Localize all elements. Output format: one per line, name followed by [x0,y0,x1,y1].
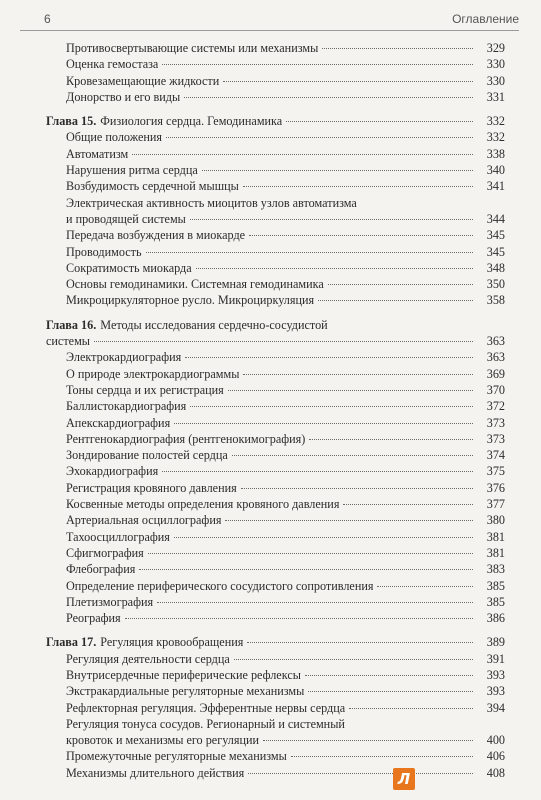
page-ref: 330 [486,57,505,72]
toc-entry[interactable] [46,716,505,732]
dot-leader [305,675,473,676]
dot-leader [349,708,473,709]
toc-entry[interactable] [46,276,505,292]
toc-entry-title: Сократимость миокарда [66,260,192,275]
toc-entry-title: Нарушения ритма сердца [66,163,198,178]
page-ref: 332 [486,114,505,129]
toc-entry-title: Электрокардиография [66,350,182,365]
page-ref: 381 [486,529,505,544]
toc-entry[interactable] [46,610,505,626]
dot-leader [377,586,473,587]
page-ref: 376 [486,480,505,495]
chapter-heading-line[interactable] [46,113,505,129]
dot-leader [125,618,473,619]
dot-leader [318,300,473,301]
toc-entry-title: Эхокардиография [66,464,159,479]
page-ref: 374 [486,448,505,463]
dot-leader [223,81,473,82]
toc-entry-title: Косвенные методы определения кровяного давления [66,497,340,512]
toc-entry[interactable] [46,765,505,781]
page-ref: 386 [486,611,505,626]
toc-entry[interactable] [46,211,505,227]
toc-entry[interactable] [46,447,505,463]
dot-leader [228,390,473,391]
page-ref: 375 [486,464,505,479]
dot-leader [309,439,473,440]
toc-entry[interactable] [46,349,505,365]
dot-leader [190,219,473,220]
chapter-title: Регуляция кровообращения [100,635,244,650]
section-gap [46,105,505,113]
toc-entry[interactable] [46,56,505,72]
dot-leader [243,186,473,187]
toc-entry[interactable] [46,683,505,699]
running-title: Оглавление [452,12,519,26]
dot-leader [174,423,473,424]
page-ref: 363 [486,334,505,349]
page-ref: 370 [486,382,505,397]
dot-leader [190,406,473,407]
toc-entry[interactable] [46,195,505,211]
toc-entry[interactable] [46,366,505,382]
page-ref: 393 [486,667,505,682]
chapter-label: Глава 15. [46,114,97,129]
toc-entry-title: Флебография [66,562,136,577]
toc-entry[interactable] [46,512,505,528]
toc-entry[interactable] [46,700,505,716]
page-ref: 345 [486,244,505,259]
toc-entry-title: кровоток и механизмы его регуляции [66,733,260,748]
toc-entry[interactable] [46,292,505,308]
chapter-label: Глава 17. [46,635,97,650]
toc-entry-title: Передача возбуждения в миокарде [66,228,246,243]
toc-entry-title: Оценка гемостаза [66,57,159,72]
toc-entry-title: и проводящей системы [66,211,186,226]
toc-entry-title: Рентгенокардиография (рентгенокимография) [66,431,306,446]
page-ref: 344 [486,211,505,226]
toc-entry-title: Противосвертывающие системы или механизмы [66,41,319,55]
chapter-heading-text [46,317,328,333]
page-ref: 358 [486,293,505,308]
dot-leader [162,471,473,472]
toc-entry-title: Регуляция тонуса сосудов. Регионарный и системный [66,716,345,731]
page-ref: 341 [486,179,505,194]
toc-entry-title: Плетизмография [66,594,154,609]
dot-leader [185,357,473,358]
chapter-heading-text [46,113,282,129]
dot-leader [132,154,473,155]
toc-entry-title: Тоны сердца и их регистрация [66,382,224,397]
page-ref: 338 [486,146,505,161]
dot-leader [202,170,473,171]
dot-leader [162,64,473,65]
toc-entry[interactable] [46,561,505,577]
toc-entry[interactable] [46,545,505,561]
toc-entry-title: Тахоосциллография [66,529,170,544]
dot-leader [322,48,473,49]
page-ref: 332 [486,130,505,145]
toc-entry[interactable] [46,496,505,512]
page-ref: 380 [486,513,505,528]
dot-leader [157,602,473,603]
toc-entry-title: Электрическая активность миоцитов узлов автоматизма [66,195,357,210]
dot-leader [243,374,473,375]
toc-entry-title: Общие положения [66,130,163,145]
chapter-heading-text [46,634,243,650]
toc-entry-title: Рефлекторная регуляция. Эфферентные нервы сердца [66,700,346,715]
dot-leader [148,553,473,554]
dot-leader [184,97,473,98]
dot-leader [343,504,473,505]
toc-entry-title: Автоматизм [66,146,129,161]
toc-entry[interactable] [46,260,505,276]
page-ref: 393 [486,684,505,699]
toc-entry[interactable] [46,578,505,594]
page-ref: 329 [486,41,505,55]
page-ref: 406 [486,749,505,764]
section-gap [46,309,505,317]
toc-entry[interactable] [46,732,505,748]
page-ref: 331 [486,89,505,104]
publisher-logo-icon [393,768,415,790]
page-ref: 345 [486,228,505,243]
chapter-title: системы [46,334,90,349]
dot-leader [249,235,473,236]
chapter-title: Физиология сердца. Гемодинамика [100,114,283,129]
dot-leader [94,341,473,342]
dot-leader [286,121,473,122]
toc-entry-title: Зондирование полостей сердца [66,448,228,463]
page-ref: 330 [486,73,505,88]
chapter-heading-line[interactable] [46,634,505,650]
dot-leader [263,740,473,741]
toc-entry[interactable] [46,431,505,447]
dot-leader [291,756,473,757]
dot-leader [225,520,473,521]
toc-entry[interactable] [46,73,505,89]
toc-entry[interactable] [46,89,505,105]
toc-entry[interactable] [46,227,505,243]
toc-entry-title: Определение периферического сосудистого сопротивления [66,578,374,593]
page-ref: 394 [486,700,505,715]
toc-entry-title: Механизмы длительного действия [66,765,245,780]
toc-entry-title: Внутрисердечные периферические рефлексы [66,667,301,682]
toc-entry-title: Микроциркуляторное русло. Микроциркуляция [66,293,315,308]
page-ref: 363 [486,350,505,365]
section-gap [46,626,505,634]
toc-entry[interactable] [46,146,505,162]
dot-leader [234,659,473,660]
toc-entry[interactable] [46,382,505,398]
dot-leader [196,268,473,269]
toc-entry-title: Проводимость [66,244,142,259]
page-ref: 372 [486,399,505,414]
chapter-label: Глава 16. [46,317,97,332]
toc-entry-title: Артериальная осциллография [66,513,222,528]
toc-entry[interactable] [46,162,505,178]
toc-entry[interactable] [46,529,505,545]
page-ref: 385 [486,594,505,609]
toc-entry-title: Кровезамещающие жидкости [66,73,220,88]
toc-entry[interactable] [46,748,505,764]
toc-entry-title: О природе электрокардиограммы [66,366,240,381]
dot-leader [232,455,473,456]
dot-leader [247,642,473,643]
page-ref: 373 [486,415,505,430]
toc-entry-title: Апекскардиография [66,415,171,430]
page-ref: 377 [486,497,505,512]
toc-entry-title: Промежуточные регуляторные механизмы [66,749,287,764]
page-ref: 373 [486,431,505,446]
dot-leader [328,284,473,285]
toc-entry-title: Баллистокардиография [66,399,187,414]
dot-leader [241,488,473,489]
chapter-heading-line[interactable] [46,317,505,333]
toc-entry-title: Сфигмография [66,545,144,560]
dot-leader [146,252,473,253]
toc-entry-title: Реография [66,611,121,626]
toc-entry[interactable] [46,463,505,479]
chapter-heading-line[interactable] [46,333,505,349]
dot-leader [248,773,473,774]
table-of-contents [46,40,505,781]
toc-entry-title: Регистрация кровяного давления [66,480,237,495]
dot-leader [166,137,473,138]
toc-entry-title: Экстракардиальные регуляторные механизмы [66,684,305,699]
page-ref: 400 [486,733,505,748]
toc-entry-title: Возбудимость сердечной мышцы [66,179,239,194]
page-ref: 381 [486,545,505,560]
toc-entry[interactable] [46,129,505,145]
page-number: 6 [44,12,51,26]
toc-entry-title: Основы гемодинамики. Системная гемодинамика [66,277,324,292]
chapter-title: Методы исследования сердечно-сосудистой [100,317,328,332]
toc-entry[interactable] [46,594,505,610]
toc-entry[interactable] [46,651,505,667]
toc-entry[interactable] [46,40,505,56]
running-header [20,8,519,31]
toc-entry[interactable] [46,398,505,414]
page-ref: 389 [486,635,505,650]
page-ref: 369 [486,366,505,381]
page-ref: 350 [486,277,505,292]
toc-entry-title: Регуляция деятельности сердца [66,651,230,666]
page-ref: 385 [486,578,505,593]
page-ref: 348 [486,260,505,275]
page-ref: 383 [486,562,505,577]
dot-leader [139,569,473,570]
dot-leader [174,537,473,538]
dot-leader [308,691,473,692]
page-ref: 408 [486,765,505,780]
toc-entry[interactable] [46,667,505,683]
toc-entry[interactable] [46,244,505,260]
logo-letter: Л [397,770,411,788]
toc-entry[interactable] [46,415,505,431]
toc-entry[interactable] [46,178,505,194]
toc-entry[interactable] [46,480,505,496]
chapter-heading-text [46,333,90,349]
page-ref: 340 [486,163,505,178]
toc-entry-title: Донорство и его виды [66,89,181,104]
page-ref: 391 [486,651,505,666]
